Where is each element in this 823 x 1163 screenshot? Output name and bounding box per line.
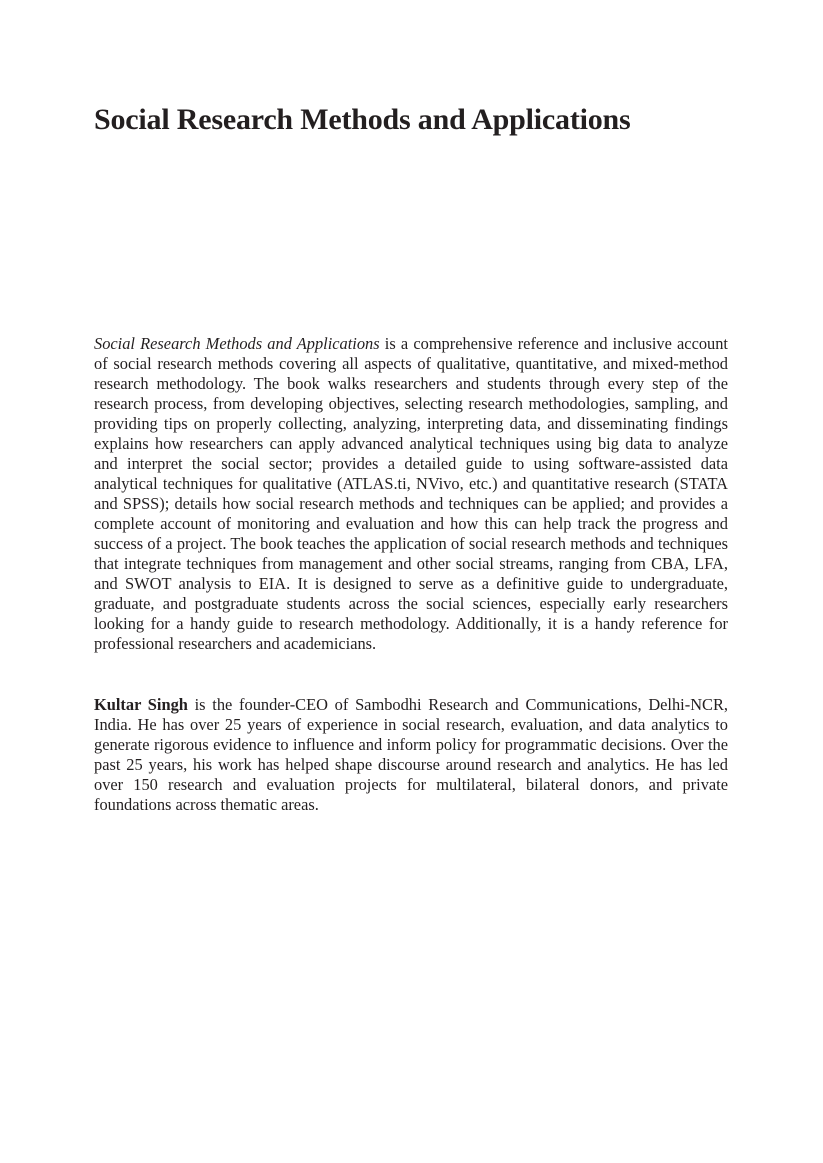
book-description-text: is a comprehensive reference and inclusive account of social research methods covering all aspects of qualitative, quantitative, and mixed-method research methodology. The book walks researchers and students through every step of the research process, from developing objectives, selecting research methodologies, sampling, and providing tips on properly collecting, analyzing, interpreting data, and disseminating findings explains how researchers can apply advanced analytical techniques using big data to analyze and interpret the social sector; provides a detailed guide to using software-assisted data analytical techniques for qualitative (ATLAS.ti, NVivo, etc.) and quantitative research (STATA and SPSS); details how social research methods and techniques can be applied; and provides a complete account of monitoring and evaluation and how this can help track the progress and success of a project. The book teaches the application of social research methods and techniques that integrate techniques from management and other social streams, ranging from CBA, LFA, and SWOT analysis to EIA. It is designed to serve as a definitive guide to undergraduate, graduate, and postgraduate students across the social sciences, especially early researchers looking for a handy guide to research methodology. Additionally, it is a handy reference for professional researchers and academicians. <box>94 334 728 653</box>
page-title: Social Research Methods and Applications <box>94 103 631 136</box>
author-name: Kultar Singh <box>94 695 188 714</box>
book-title-reference: Social Research Methods and Applications <box>94 334 380 353</box>
author-bio-text: is the founder-CEO of Sambodhi Research and Communications, Delhi-NCR, India. He has over 25 years of experience in social research, evaluation, and data analytics to generate rigorous evidence to influence and inform policy for programmatic decisions. Over the past 25 years, his work has helped shape discourse around research and analytics. He has led over 150 research and evaluation projects for multilateral, bilateral donors, and private foundations across thematic areas. <box>94 695 728 814</box>
book-description <box>94 334 728 654</box>
author-bio <box>94 695 728 815</box>
